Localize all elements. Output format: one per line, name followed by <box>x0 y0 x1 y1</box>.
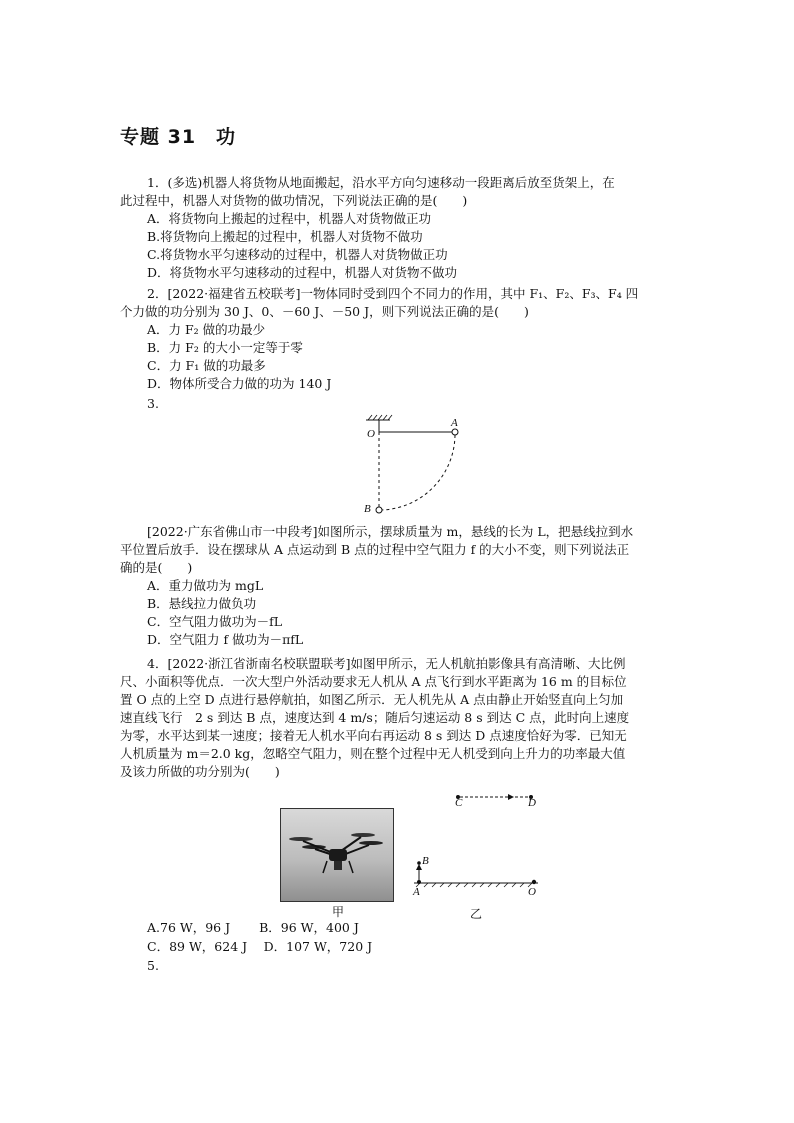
q2-option-d: D．物体所受合力做的功为 140 J <box>147 376 332 391</box>
q4-stem-line7: 及该力所做的功分别为( ) <box>120 764 280 779</box>
q2-stem-line1: 2．[2022·福建省五校联考]一物体同时受到四个不同力的作用，其中 F₁、F₂、F₃、F₄ 四 <box>147 286 639 301</box>
q2-option-a: A．力 F₂ 做的功最少 <box>147 322 266 337</box>
q4-label-d: D <box>528 797 536 809</box>
drone-photo <box>280 808 394 902</box>
q3-option-d: D．空气阻力 f 做功为－πfL <box>147 632 304 647</box>
q4-options-cd: C．89 W，624 J D．107 W，720 J <box>147 939 373 954</box>
q1-stem-line2: 此过程中，机器人对货物的做功情况，下列说法正确的是( ) <box>120 193 468 208</box>
q4-stem-line3: 置 O 点的上空 D 点进行悬停航拍，如图乙所示．无人机先从 A 点由静止开始竖直向上匀加 <box>120 692 624 707</box>
q4-stem-line4: 速直线飞行 2 s 到达 B 点，速度达到 4 m/s；随后匀速运动 8 s 到达 C 点，此时向上速度 <box>120 710 630 725</box>
q3-label-o: O <box>367 428 375 440</box>
q1-option-a: A．将货物向上搬起的过程中，机器人对货物做正功 <box>147 211 432 226</box>
q3-label-b: B <box>364 503 371 515</box>
page-title: 专题 31 功 <box>120 126 237 148</box>
q4-label-yi: 乙 <box>470 907 483 921</box>
q3-label-a: A <box>451 417 458 429</box>
q2-stem-line2: 个力做的功分别为 30 J、0、－60 J、－50 J，则下列说法正确的是( ) <box>120 304 529 319</box>
q4-label-b: B <box>422 855 429 867</box>
q3-stem-line3: 确的是( ) <box>120 560 193 575</box>
q1-option-b: B.将货物向上搬起的过程中，机器人对货物不做功 <box>147 229 423 244</box>
q4-stem-line5: 为零，水平达到某一速度；接着无人机水平向右再运动 8 s 到达 D 点速度恰好为零．已知无 <box>120 728 627 743</box>
q4-stem-line1: 4．[2022·浙江省浙南名校联盟联考]如图甲所示，无人机航拍影像具有高清晰、大比例 <box>147 656 626 671</box>
q1-option-d: D．将货物水平匀速移动的过程中，机器人对货物不做功 <box>147 265 458 280</box>
drone-path-diagram <box>400 790 560 900</box>
q2-option-c: C．力 F₁ 做的功最多 <box>147 358 266 373</box>
q3-option-b: B．悬线拉力做负功 <box>147 596 257 611</box>
q3-option-a: A．重力做功为 mgL <box>147 578 264 593</box>
q3-stem-line2: 平位置后放手．设在摆球从 A 点运动到 B 点的过程中空气阻力 f 的大小不变，则下列说法正 <box>120 542 630 557</box>
q1-option-c: C.将货物水平匀速移动的过程中，机器人对货物做正功 <box>147 247 448 262</box>
q3-option-c: C．空气阻力做功为－fL <box>147 614 282 629</box>
q4-label-o: O <box>528 886 536 898</box>
q4-label-c: C <box>455 797 463 809</box>
drone-icon <box>281 809 393 901</box>
q4-options-ab: A.76 W，96 J B．96 W，400 J <box>147 920 359 935</box>
q3-stem-line1: [2022·广东省佛山市一中段考]如图所示，摆球质量为 m，悬线的长为 L，把悬线拉到水 <box>147 524 634 539</box>
q4-label-a: A <box>413 886 420 898</box>
q3-number: 3. <box>147 396 159 411</box>
q1-stem-line1: 1．(多选)机器人将货物从地面搬起，沿水平方向匀速移动一段距离后放至货架上，在 <box>147 175 615 190</box>
q5-number: 5. <box>147 958 159 973</box>
q4-label-jia: 甲 <box>332 905 345 919</box>
q4-stem-line6: 人机质量为 m＝2.0 kg，忽略空气阻力，则在整个过程中无人机受到向上升力的功率最大值 <box>120 746 626 761</box>
q2-option-b: B．力 F₂ 的大小一定等于零 <box>147 340 303 355</box>
q4-stem-line2: 尺、小面积等优点．一次大型户外活动要求无人机从 A 点飞行到水平距离为 16 m 的目标位 <box>120 674 627 689</box>
